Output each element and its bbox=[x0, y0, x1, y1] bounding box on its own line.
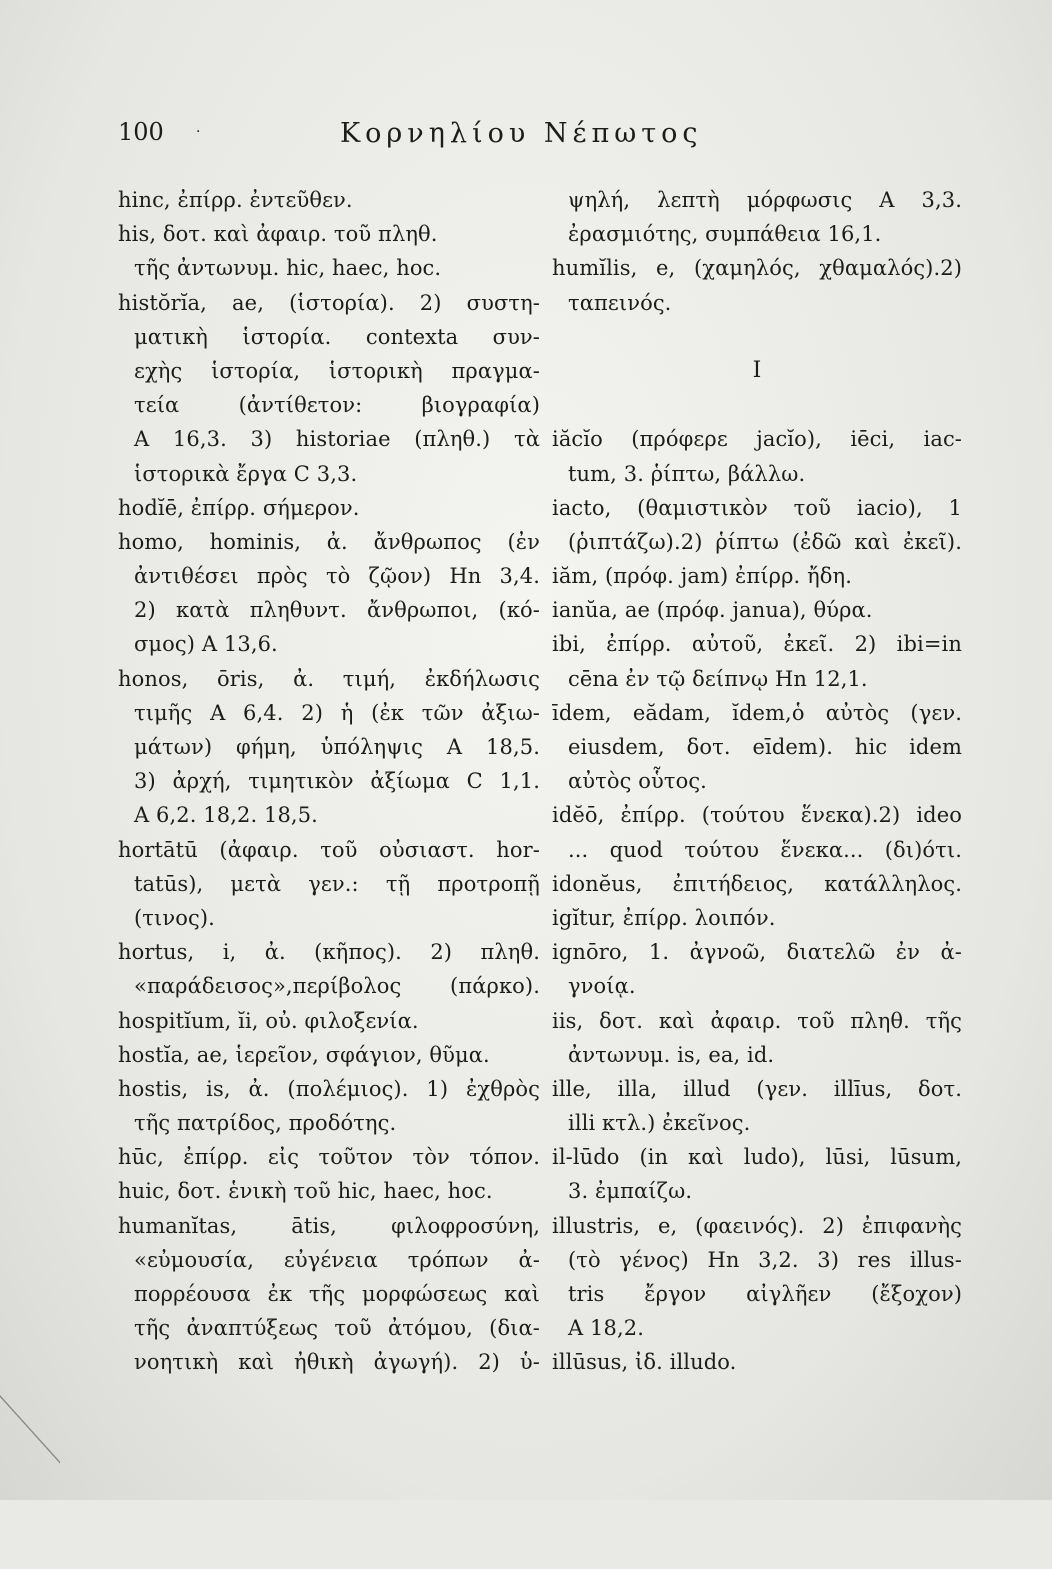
entry-line: τῆς ἀντωνυμ. hic, haec, hoc. bbox=[134, 256, 442, 281]
entry-line: tatūs), μετὰ γεν.: τῇ προτροπῇ bbox=[134, 871, 540, 896]
entry-line: hostĭa, ae, ἱερεῖον, σφάγιον, θῦμα. bbox=[118, 1042, 490, 1067]
entry-line: σμος) A 13,6. bbox=[134, 632, 278, 657]
entry-line: (τινος). bbox=[134, 905, 215, 930]
entry-line: τῆς πατρίδος, προδότης. bbox=[134, 1111, 397, 1136]
entry-line: A 18,2. bbox=[568, 1316, 644, 1341]
entry-line: cēna ἐν τῷ δείπνῳ Hn 12,1. bbox=[568, 666, 868, 691]
entry-line: huic, δοτ. ἑνικὴ τοῦ hic, haec, hoc. bbox=[118, 1179, 493, 1204]
entry-line: γνοίᾳ. bbox=[568, 974, 636, 999]
entry-line: hūc, ἐπίρρ. εἰς τοῦτον τὸν τόπον. bbox=[118, 1145, 540, 1170]
entry-line: iăm, (πρόφ. jam) ἐπίρρ. ἤδη. bbox=[552, 564, 852, 589]
entry-line: (ῥιπτάζω).2) ῥίπτω (ἐδῶ καὶ ἐκεῖ). bbox=[568, 529, 962, 554]
entry-line: μάτων) φήμη, ὑπόληψις A 18,5. bbox=[134, 735, 540, 759]
section-letter: I bbox=[752, 357, 762, 383]
entry-line: 3) ἀρχή, τιμητικὸν ἀξίωμα C 1,1. bbox=[134, 769, 540, 794]
entry-line: «εὐμουσία, εὐγένεια τρόπων ἀ- bbox=[134, 1247, 540, 1272]
entry-line: illustris, e, (φαεινός). 2) ἐπιφανὴς bbox=[552, 1213, 962, 1238]
entry-line: αὐτὸς οὗτος. bbox=[568, 769, 707, 794]
entry-line: τεία (ἀντίθετον: βιογραφία) bbox=[134, 393, 540, 418]
entry-line: τῆς ἀναπτύξεως τοῦ ἀτόμου, (δια- bbox=[134, 1316, 540, 1341]
entry-line: iis, δοτ. καὶ ἀφαιρ. τοῦ πληθ. τῆς bbox=[552, 1008, 962, 1033]
entry-line: ταπεινός. bbox=[568, 290, 672, 315]
header-dot: · bbox=[196, 124, 201, 140]
entry-line: εχὴς ἱστορία, ἱστορικὴ πραγμα- bbox=[134, 358, 540, 383]
entry-line: A 6,2. 18,2. 18,5. bbox=[134, 803, 318, 828]
entry-line: ille, illa, illud (γεν. illīus, δοτ. bbox=[552, 1076, 962, 1101]
entry-line: ibi, ἐπίρρ. αὐτοῦ, ἐκεῖ. 2) ibi=in bbox=[552, 632, 962, 657]
blank-line bbox=[552, 320, 962, 354]
entry-line: ἐρασμιότης, συμπάθεια 16,1. bbox=[568, 222, 882, 247]
entry-line: illi κτλ.) ἐκεῖνος. bbox=[568, 1111, 751, 1136]
entry-line: idĕō, ἐπίρρ. (τούτου ἕνεκα).2) ideo bbox=[552, 803, 962, 828]
entry-line: il-lūdo (in καὶ ludo), lūsi, lūsum, bbox=[552, 1145, 962, 1170]
entry-line: honos, ōris, ἀ. τιμή, ἐκδήλωσις bbox=[118, 666, 540, 691]
page-header bbox=[0, 118, 1052, 158]
entry-line: iăcĭo (πρόφερε jacĭo), iēci, iac- bbox=[552, 427, 962, 452]
page-number: 100 bbox=[118, 118, 164, 146]
entry-line: idonĕus, ἐπιτήδειος, κατάλληλος. bbox=[552, 871, 962, 896]
entry-line: hostis, is, ἀ. (πολέμιος). 1) ἐχθρὸς bbox=[118, 1076, 540, 1101]
entry-line: 2) κατὰ πληθυντ. ἄνθρωποι, (κό- bbox=[134, 598, 540, 623]
entry-line: īdem, eădam, ĭdem,ὁ αὐτὸς (γεν. bbox=[552, 700, 962, 725]
entry-line: ... quod τούτου ἕνεκα... (δι)ότι. bbox=[568, 837, 962, 862]
entry-line: humĭlis, e, (χαμηλός, χθαμαλός).2) bbox=[552, 256, 962, 281]
entry-line: eiusdem, δοτ. eīdem). hic idem bbox=[568, 735, 962, 759]
entry-line: «παράδεισος»,περίβολος (πάρκο). bbox=[134, 974, 540, 999]
left-column bbox=[118, 183, 540, 1380]
entry-line: ψηλή, λεπτὴ μόρφωσις A 3,3. bbox=[568, 188, 962, 212]
entry-line: 3. ἐμπαίζω. bbox=[568, 1179, 693, 1204]
page-edge-mark bbox=[0, 1395, 60, 1569]
entry-line: νοητικὴ καὶ ἠθικὴ ἀγωγή). 2) ὑ- bbox=[134, 1350, 540, 1375]
entry-line: hortātū (ἀφαιρ. τοῦ οὐσιαστ. hor- bbox=[118, 837, 540, 862]
entry-line: ματικὴ ἱστορία. contexta συν- bbox=[134, 324, 540, 349]
right-column bbox=[552, 183, 962, 1380]
entry-line: tris ἔργον αἰγλῆεν (ἔξοχον) bbox=[568, 1282, 962, 1306]
entry-line: ignōro, 1. ἀγνοῶ, διατελῶ ἐν ἀ- bbox=[552, 940, 962, 965]
blank-line bbox=[552, 388, 962, 422]
entry-line: ἀντιθέσει πρὸς τὸ ζῷον) Hn 3,4. bbox=[134, 564, 540, 589]
entry-line: hinc, ἐπίρρ. ἐντεῦθεν. bbox=[118, 188, 353, 212]
entry-line: igĭtur, ἐπίρρ. λοιπόν. bbox=[552, 905, 776, 930]
entry-line: A 16,3. 3) historiae (πληθ.) τὰ bbox=[134, 427, 540, 452]
entry-line: humanĭtas, ātis, φιλοφροσύνη, bbox=[118, 1213, 540, 1238]
entry-line: homo, hominis, ἀ. ἄνθρωπος (ἐν bbox=[118, 529, 540, 554]
entry-line: ἀντωνυμ. is, ea, id. bbox=[568, 1042, 775, 1067]
entry-line: hortus, i, ἀ. (κῆπος). 2) πληθ. bbox=[118, 940, 540, 965]
entry-line: tum, 3. ῥίπτω, βάλλω. bbox=[568, 461, 806, 486]
entry-line: iacto, (θαμιστικὸν τοῦ iacio), 1 bbox=[552, 495, 962, 520]
running-title: Κορνηλίου Νέπωτος bbox=[340, 118, 703, 149]
entry-line: his, δοτ. καὶ ἀφαιρ. τοῦ πληθ. bbox=[118, 222, 438, 247]
entry-line: hospitĭum, ĭi, οὐ. φιλοξενία. bbox=[118, 1008, 419, 1033]
entry-line: histŏrĭa, ae, (ἱστορία). 2) συστη- bbox=[118, 290, 540, 315]
entry-line: illūsus, ἰδ. illudo. bbox=[552, 1350, 737, 1375]
entry-line: ἱστορικὰ ἔργα C 3,3. bbox=[134, 461, 358, 486]
entry-line: ianŭa, ae (πρόφ. janua), θύρα. bbox=[552, 598, 873, 623]
entry-line: τιμῆς A 6,4. 2) ἡ (ἐκ τῶν ἀξιω- bbox=[134, 700, 540, 725]
entry-line: (τὸ γένος) Hn 3,2. 3) res illus- bbox=[568, 1247, 962, 1272]
entry-line: hodĭē, ἐπίρρ. σήμερον. bbox=[118, 495, 360, 520]
entry-line: πορρέουσα ἐκ τῆς μορφώσεως καὶ bbox=[134, 1282, 540, 1306]
